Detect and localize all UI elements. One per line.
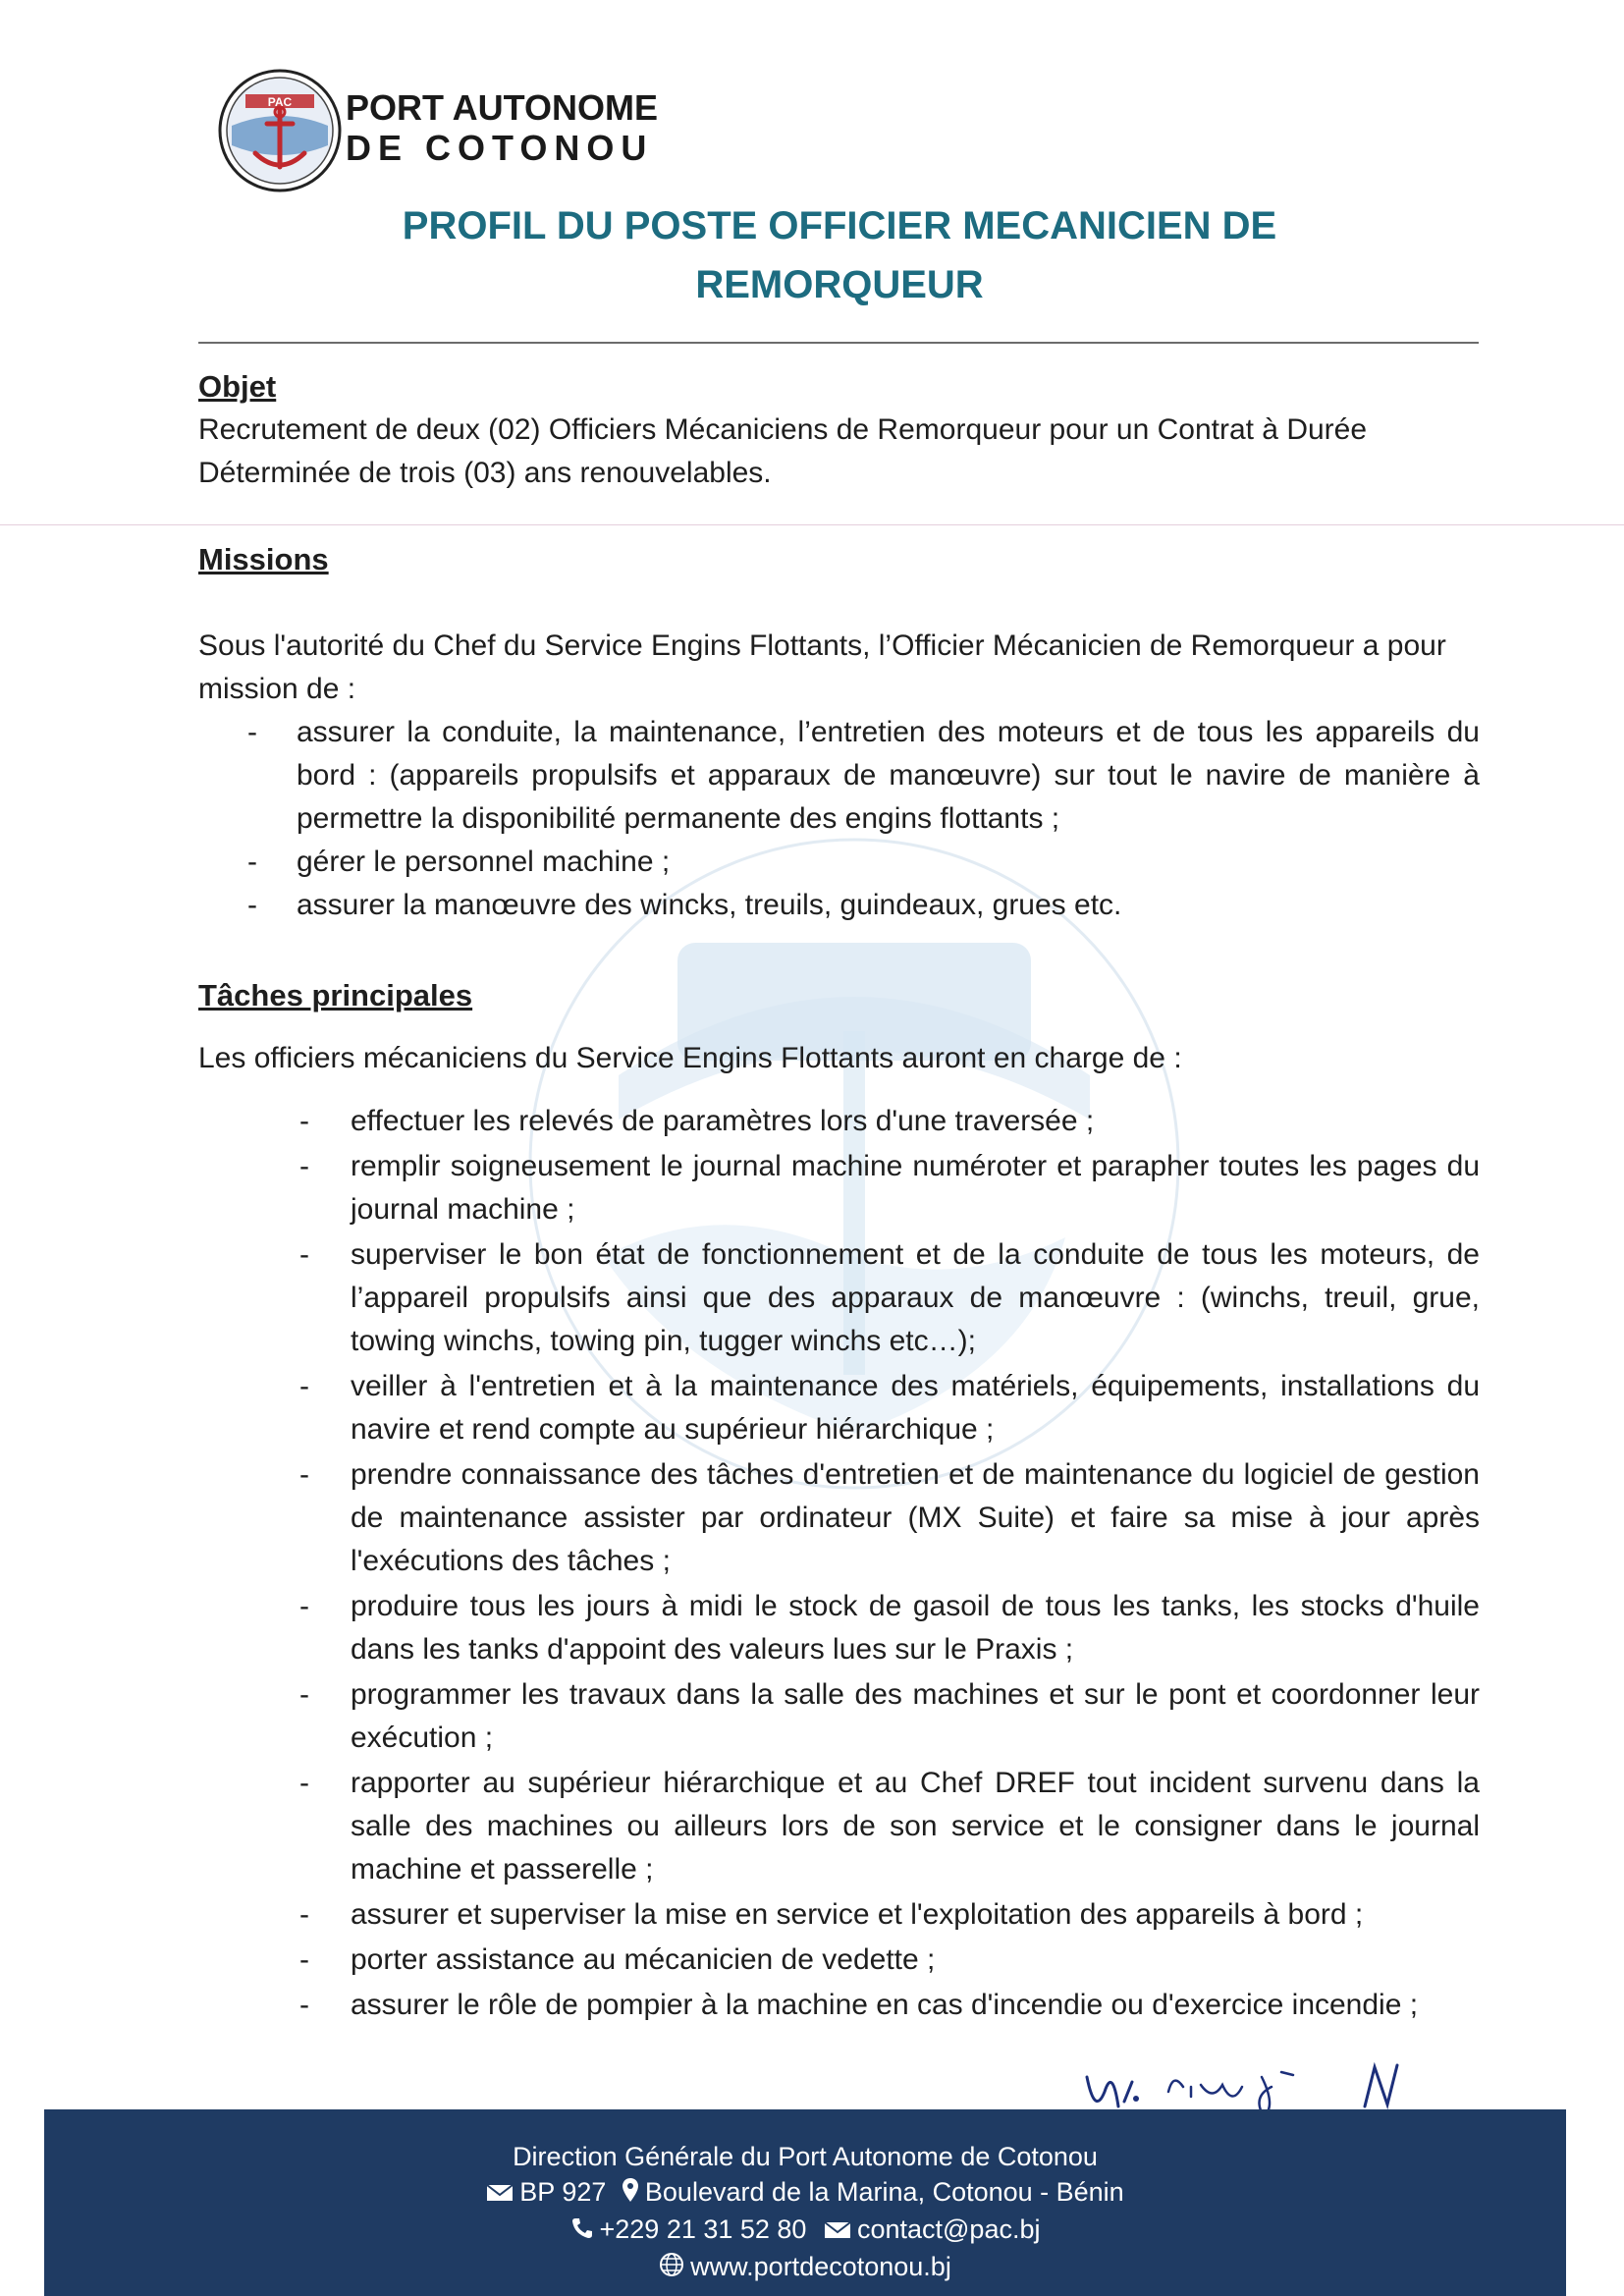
list-item: - programmer les travaux dans la salle des machines et sur le pont et coordonner leur exécution ; [198, 1673, 1480, 1760]
logo-text: PAC [267, 95, 293, 109]
section-missions [198, 538, 1480, 927]
pac-logo [216, 67, 344, 194]
title-divider [198, 342, 1479, 344]
envelope-icon [824, 2214, 851, 2249]
envelope-icon [486, 2176, 514, 2212]
missions-intro: Sous l'autorité du Chef du Service Engins Flottants, l’Officier Mécanicien de Remorqueur a pour mission de : [198, 629, 1446, 705]
location-pin-icon [622, 2176, 639, 2212]
page-title [196, 196, 1483, 314]
page-title-line-2: REMORQUEUR [695, 263, 984, 306]
footer-address: Boulevard de la Marina, Cotonou - Bénin [644, 2177, 1124, 2207]
footer-website[interactable]: www.portdecotonou.bj [690, 2251, 951, 2281]
list-item: - veiller à l'entretien et à la maintenance des matériels, équipements, installations du navire et rend compte au supérieur hiérarchique ; [198, 1365, 1480, 1451]
objet-text: Recrutement de deux (02) Officiers Mécaniciens de Remorqueur pour un Contrat à Durée Déterminée de trois (03) ans renouvelables. [198, 413, 1368, 489]
list-item: - assurer et superviser la mise en service et l'exploitation des appareils à bord ; [198, 1893, 1480, 1937]
page-title-line-1: PROFIL DU POSTE OFFICIER MECANICIEN DE [402, 204, 1277, 247]
footer-phone: +229 21 31 52 80 [599, 2214, 807, 2244]
footer-bp: BP 927 [519, 2177, 607, 2207]
list-item: - produire tous les jours à midi le stock de gasoil de tous les tanks, les stocks d'huile dans les tanks d'appoint des valeurs lues sur le Praxis ; [198, 1585, 1480, 1671]
phone-icon [570, 2214, 594, 2249]
footer-direction: Direction Générale du Port Autonome de Cotonou [513, 2142, 1098, 2171]
missions-heading: Missions [198, 542, 329, 576]
list-item: - porter assistance au mécanicien de vedette ; [198, 1939, 1480, 1982]
taches-heading: Tâches principales [198, 978, 473, 1012]
globe-icon [659, 2251, 684, 2286]
list-item: - assurer la manœuvre des wincks, treuils, guindeaux, grues etc. [198, 884, 1480, 927]
list-item: - gérer le personnel machine ; [198, 841, 1480, 884]
scan-artifact-line [0, 524, 1624, 525]
list-item: - superviser le bon état de fonctionnement et de la conduite de tous les moteurs, de l’appareil propulsifs ainsi que des apparaux de manœuvre : (winchs, treuil, grue, towing winchs, towing pin, tugger winchs etc…); [198, 1233, 1480, 1363]
footer-website-row [44, 2249, 1566, 2286]
footer [44, 2109, 1566, 2296]
footer-address-row [44, 2174, 1566, 2212]
taches-intro: Les officiers mécaniciens du Service Engins Flottants auront en charge de : [198, 1042, 1182, 1074]
list-item: - assurer la conduite, la maintenance, l’entretien des moteurs et de tous les appareils du bord : (appareils propulsifs et apparaux de manœuvre) sur tout le navire de manière à permettre la disponibilité permanente des engins flottants ; [198, 711, 1480, 841]
taches-list [198, 1100, 1480, 2027]
section-objet [198, 365, 1480, 495]
logo-anchor-icon [216, 67, 344, 194]
objet-heading: Objet [198, 369, 277, 404]
footer-contact-row [44, 2212, 1566, 2249]
list-item: - remplir soigneusement le journal machine numéroter et parapher toutes les pages du journal machine ; [198, 1145, 1480, 1231]
brand-line-2: DE COTONOU [346, 128, 654, 168]
list-item: - rapporter au supérieur hiérarchique et au Chef DREF tout incident survenu dans la salle des machines ou ailleurs lors de son service et le consigner dans le journal machine et passerelle ; [198, 1762, 1480, 1891]
footer-email[interactable]: contact@pac.bj [856, 2214, 1041, 2244]
list-item: - assurer le rôle de pompier à la machine en cas d'incendie ou d'exercice incendie ; [198, 1984, 1480, 2027]
brand-name [346, 88, 658, 169]
list-item: - effectuer les relevés de paramètres lors d'une traversée ; [198, 1100, 1480, 1143]
list-item: - prendre connaissance des tâches d'entretien et de maintenance du logiciel de gestion de maintenance assister par ordinateur (MX Suite) et faire sa mise à jour après l'exécutions des tâches ; [198, 1453, 1480, 1583]
missions-list [198, 711, 1480, 927]
section-taches [198, 974, 1480, 2029]
brand-line-1: PORT AUTONOME [346, 87, 659, 128]
